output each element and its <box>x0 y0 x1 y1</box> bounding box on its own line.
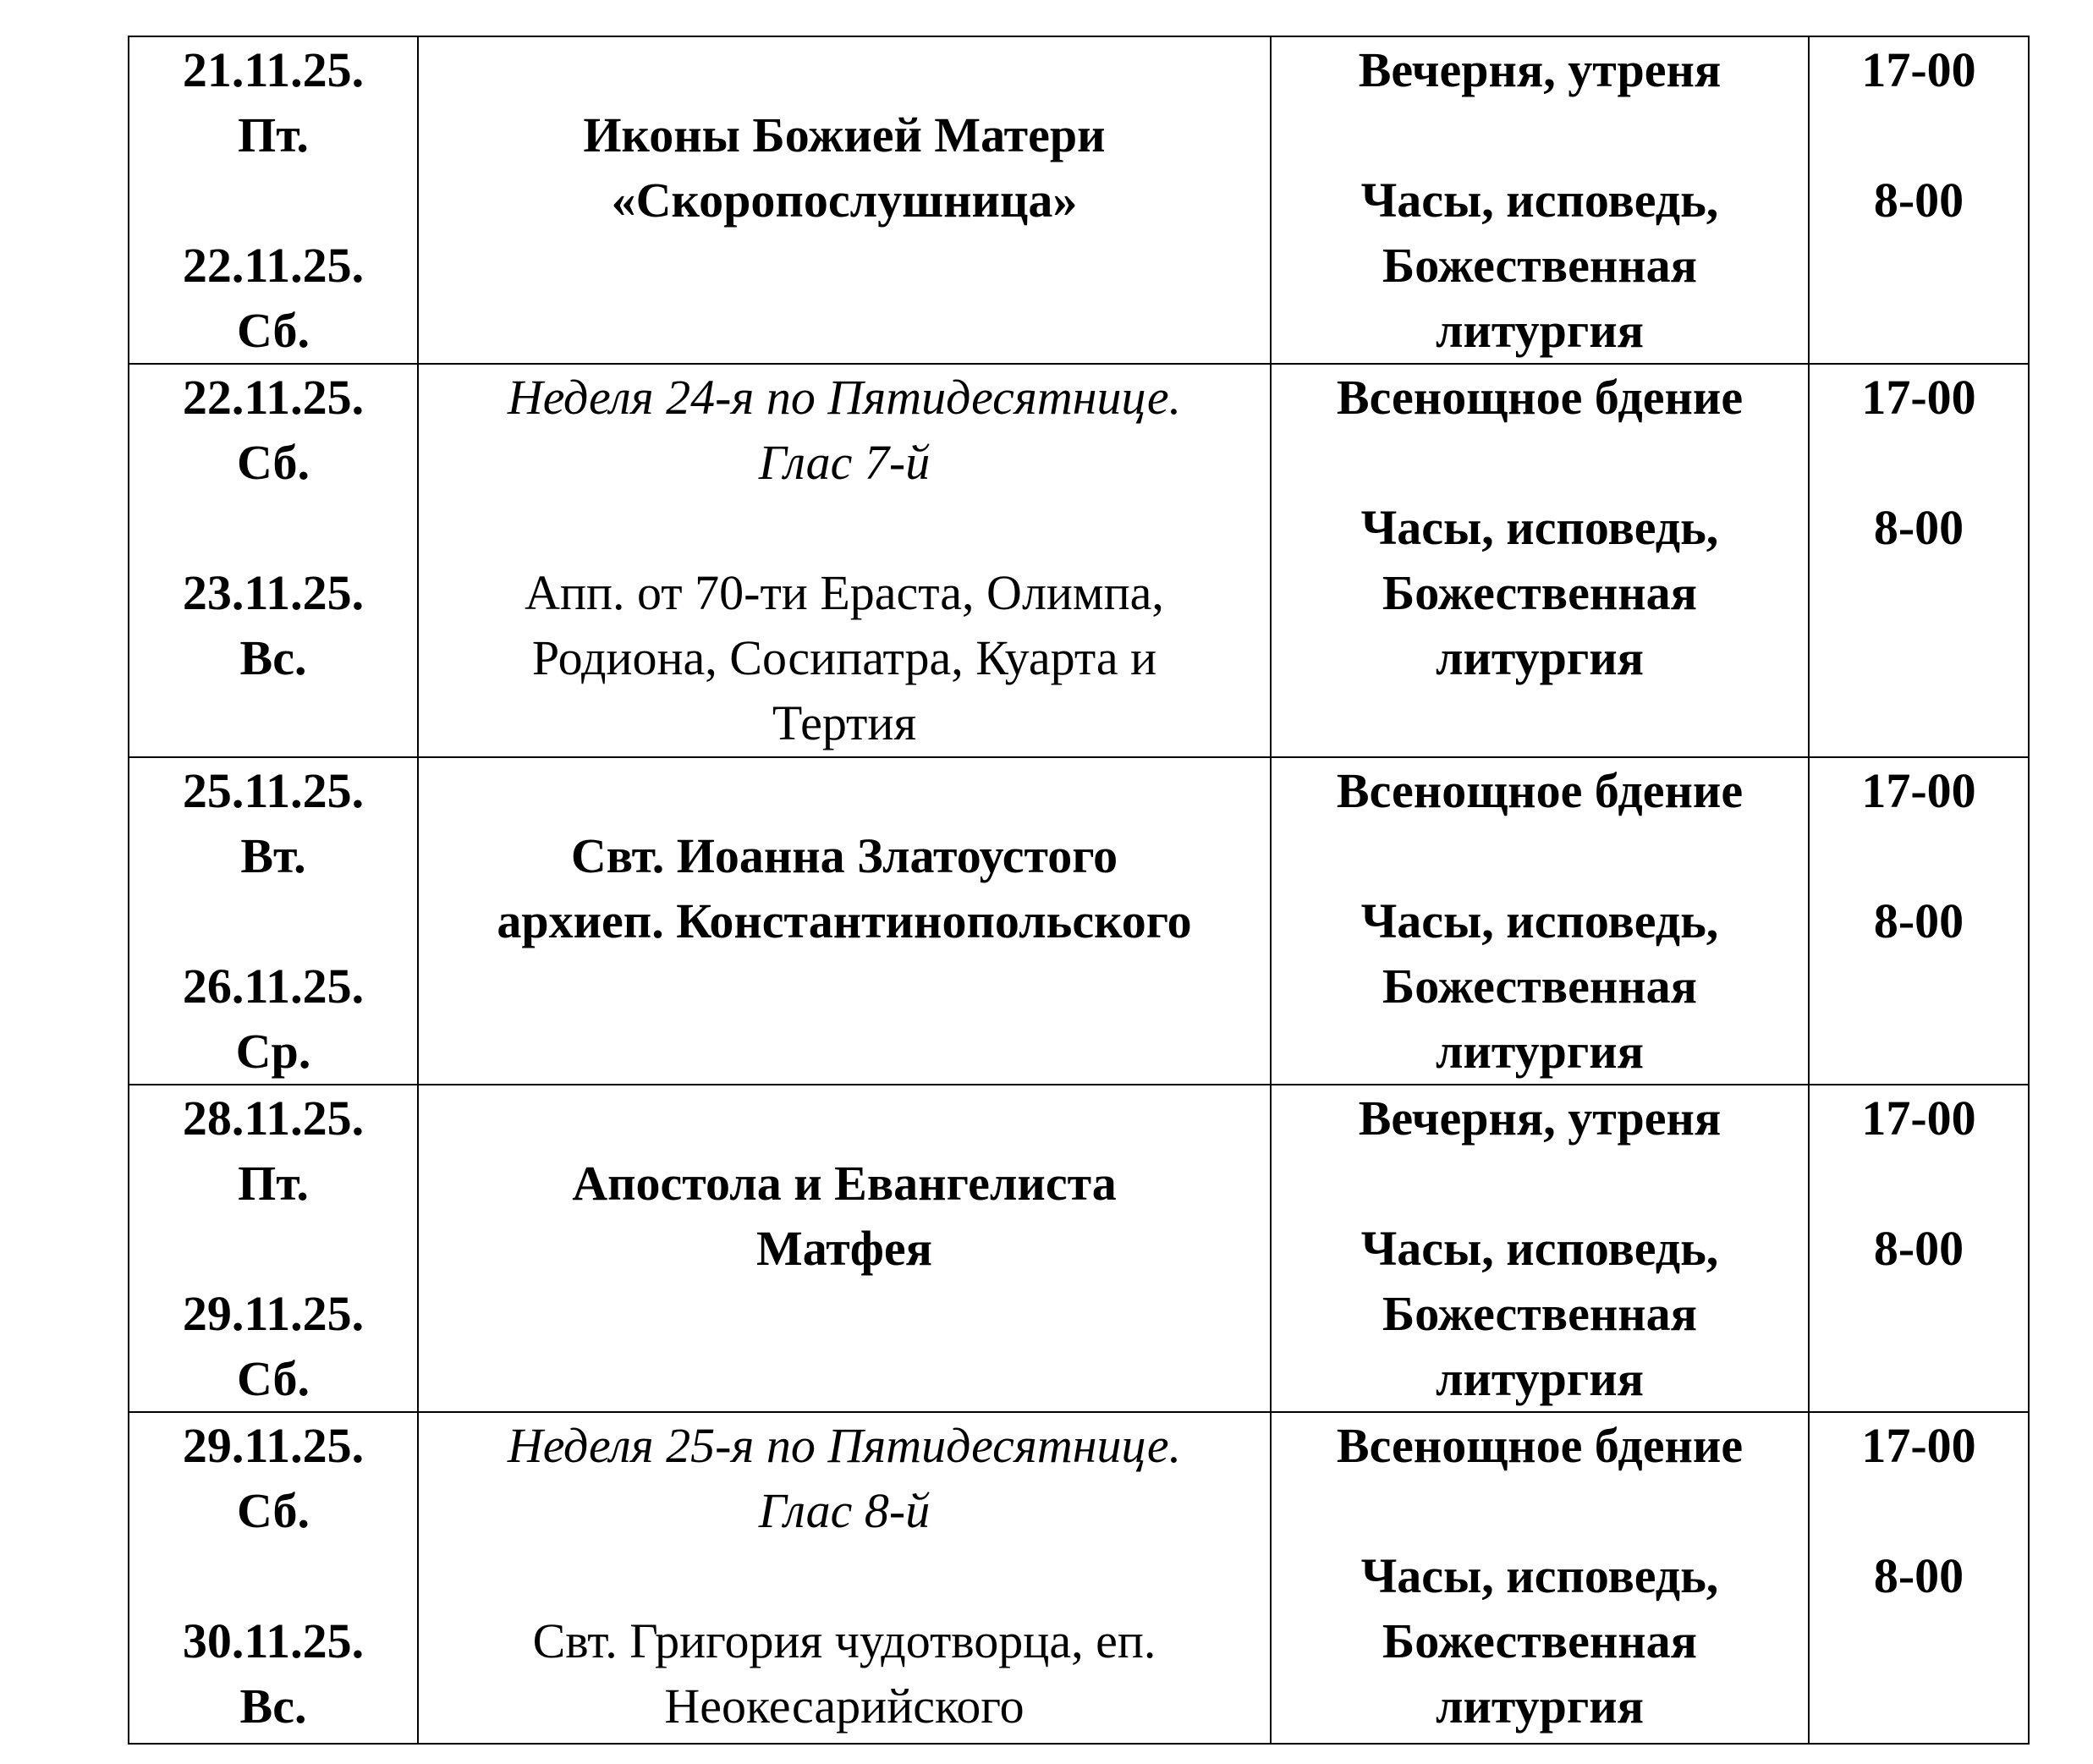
morning-service-line: литургия <box>1435 303 1645 358</box>
feast-title-line: Апостола и Евангелиста <box>572 1156 1117 1211</box>
evening-time: 17-00 <box>1861 1418 1976 1473</box>
date-end: 30.11.25. <box>182 1613 365 1668</box>
weekday-end: Вс. <box>239 630 307 685</box>
feast-title-line: архиеп. Константинопольского <box>497 893 1192 948</box>
weekday-start: Пт. <box>238 1156 309 1211</box>
morning-service-line: Божественная <box>1382 959 1698 1014</box>
morning-service-line: литургия <box>1435 630 1645 685</box>
date-end: 29.11.25. <box>182 1286 365 1341</box>
feast-cell <box>418 364 1271 757</box>
evening-time: 17-00 <box>1861 763 1976 818</box>
feast-cell <box>418 757 1271 1085</box>
evening-service: Вечерня, утреня <box>1358 1091 1722 1146</box>
morning-time: 8-00 <box>1873 1548 1964 1603</box>
weekday-end: Вс. <box>239 1679 307 1734</box>
evening-service: Вечерня, утреня <box>1358 42 1722 97</box>
service-cell <box>1271 364 1809 757</box>
feast-cell <box>418 1085 1271 1412</box>
date-start: 22.11.25. <box>182 370 365 425</box>
saints-line: Родиона, Сосипатра, Куарта и <box>531 630 1157 685</box>
saints-line: Тертия <box>772 695 917 750</box>
date-end: 22.11.25. <box>182 238 365 293</box>
date-cell <box>129 364 418 757</box>
saints-line: Неокесарийского <box>664 1679 1025 1734</box>
date-start: 21.11.25. <box>182 42 365 97</box>
evening-time: 17-00 <box>1861 370 1976 425</box>
feast-cell <box>418 1412 1271 1744</box>
morning-service-line: литургия <box>1435 1351 1645 1406</box>
weekday-start: Сб. <box>236 435 310 490</box>
date-cell <box>129 1412 418 1744</box>
date-start: 29.11.25. <box>182 1418 365 1473</box>
schedule-row <box>129 1085 2029 1412</box>
feast-title-line: Матфея <box>756 1221 932 1276</box>
morning-service-line: Божественная <box>1382 565 1698 620</box>
evening-service: Всенощное бдение <box>1336 370 1744 425</box>
schedule-row <box>129 364 2029 757</box>
time-cell <box>1809 1412 2029 1744</box>
date-cell <box>129 36 418 364</box>
saints-line: Апп. от 70-ти Ераста, Олимпа, <box>525 565 1164 620</box>
feast-title-line: «Скоропослушница» <box>611 173 1078 228</box>
date-end: 23.11.25. <box>182 565 365 620</box>
time-cell <box>1809 757 2029 1085</box>
morning-service-line: Часы, исповедь, <box>1360 893 1719 948</box>
weekday-end: Сб. <box>236 1351 310 1406</box>
schedule-row <box>129 757 2029 1085</box>
service-cell <box>1271 757 1809 1085</box>
service-cell <box>1271 36 1809 364</box>
feast-cell <box>418 36 1271 364</box>
morning-time: 8-00 <box>1873 500 1964 555</box>
morning-service-line: Часы, исповедь, <box>1360 500 1719 555</box>
evening-time: 17-00 <box>1861 42 1976 97</box>
morning-time: 8-00 <box>1873 1221 1964 1276</box>
weekday-end: Ср. <box>235 1024 311 1079</box>
morning-service-line: Часы, исповедь, <box>1360 173 1719 228</box>
schedule-row <box>129 1412 2029 1744</box>
morning-service-line: литургия <box>1435 1679 1645 1734</box>
tone-line: Глас 7-й <box>758 435 931 490</box>
evening-service: Всенощное бдение <box>1336 763 1744 818</box>
schedule-table <box>128 36 2030 1745</box>
sunday-title-line: Неделя 24-я по Пятидесятнице. <box>507 370 1182 425</box>
morning-service-line: Божественная <box>1382 238 1698 293</box>
service-cell <box>1271 1412 1809 1744</box>
weekday-start: Пт. <box>238 107 309 162</box>
date-start: 28.11.25. <box>182 1091 365 1146</box>
weekday-start: Вт. <box>240 828 306 883</box>
evening-service: Всенощное бдение <box>1336 1418 1744 1473</box>
morning-service-line: Часы, исповедь, <box>1360 1548 1719 1603</box>
date-cell <box>129 757 418 1085</box>
time-cell <box>1809 36 2029 364</box>
schedule-row <box>129 36 2029 364</box>
morning-service-line: литургия <box>1435 1024 1645 1079</box>
date-start: 25.11.25. <box>182 763 365 818</box>
feast-title-line: Иконы Божией Матери <box>583 107 1106 162</box>
date-cell <box>129 1085 418 1412</box>
feast-title-line: Свт. Иоанна Златоустого <box>570 828 1118 883</box>
tone-line: Глас 8-й <box>758 1483 931 1538</box>
morning-time: 8-00 <box>1873 173 1964 228</box>
date-end: 26.11.25. <box>182 959 365 1014</box>
time-cell <box>1809 1085 2029 1412</box>
morning-service-line: Часы, исповедь, <box>1360 1221 1719 1276</box>
weekday-start: Сб. <box>236 1483 310 1538</box>
morning-service-line: Божественная <box>1382 1286 1698 1341</box>
time-cell <box>1809 364 2029 757</box>
saints-line: Свт. Григория чудотворца, еп. <box>532 1613 1156 1668</box>
service-cell <box>1271 1085 1809 1412</box>
sunday-title-line: Неделя 25-я по Пятидесятнице. <box>507 1418 1182 1473</box>
morning-time: 8-00 <box>1873 893 1964 948</box>
weekday-end: Сб. <box>236 303 310 358</box>
morning-service-line: Божественная <box>1382 1613 1698 1668</box>
evening-time: 17-00 <box>1861 1091 1976 1146</box>
